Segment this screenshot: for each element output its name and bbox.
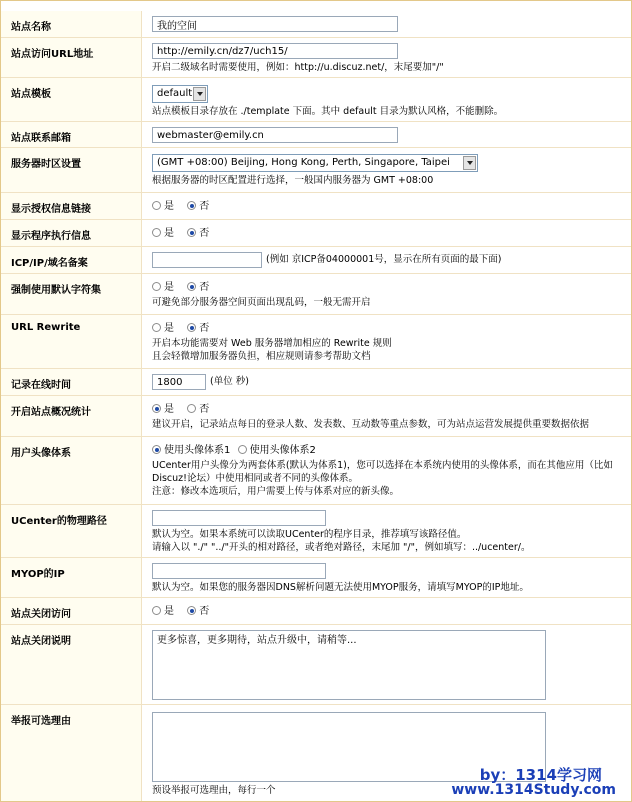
label-avatar: 用户头像体系	[11, 448, 71, 459]
row-site-url	[1, 38, 631, 78]
online-time-input[interactable]	[152, 374, 206, 390]
radio-license-yes[interactable]: 是	[152, 201, 174, 212]
watermark-line-1: by：1314学习网	[479, 766, 602, 784]
avatar-hint-3: 注意：修改本选项后，用户需要上传与体系对应的新头像。	[152, 486, 400, 497]
avatar-hint-1: UCenter用户头像分为两套体系(默认为体系1)，您可以选择在本系统内使用的头像体系，而在其他应用（比如	[152, 460, 613, 471]
icp-hint: (例如 京ICP备04000001号，显示在所有页面的最下面)	[266, 254, 502, 265]
report-reasons-hint: 预设举报可选理由，每行一个	[152, 785, 276, 796]
row-icp	[1, 247, 631, 274]
radio-charset-no[interactable]: 否	[187, 282, 209, 293]
template-select[interactable]: default	[152, 85, 208, 103]
radio-avatar-1[interactable]: 使用头像体系1	[152, 445, 230, 456]
label-timezone: 服务器时区设置	[11, 159, 81, 170]
radio-close-yes[interactable]: 是	[152, 606, 174, 617]
row-close-site	[1, 598, 631, 625]
radio-rewrite-yes[interactable]: 是	[152, 323, 174, 334]
row-close-reason	[1, 625, 631, 705]
row-online-time	[1, 369, 631, 396]
radio-charset-yes[interactable]: 是	[152, 282, 174, 293]
close-reason-textarea[interactable]: 更多惊喜，更多期待，站点升级中，请稍等...	[152, 630, 546, 700]
label-charset: 强制使用默认字符集	[11, 285, 101, 296]
row-email	[1, 122, 631, 148]
row-timezone	[1, 148, 631, 193]
timezone-select[interactable]: (GMT +08:00) Beijing, Hong Kong, Perth, Singapore, Taipei	[152, 154, 478, 172]
row-template	[1, 78, 631, 122]
chevron-down-icon	[193, 87, 206, 101]
radio-close-no[interactable]: 否	[187, 606, 209, 617]
row-myop-ip	[1, 558, 631, 598]
myop-ip-input[interactable]	[152, 563, 326, 579]
rewrite-hint-1: 开启本功能需要对 Web 服务器增加相应的 Rewrite 规则	[152, 338, 392, 349]
ucenter-path-hint-2: 请输入以 "./" "../"开头的相对路径，或者绝对路径，末尾加 "/"，例如填写：../ucenter/。	[152, 542, 531, 553]
site-url-hint: 开启二级域名时需要使用，例如：http://u.discuz.net/，末尾要加"/"	[152, 62, 444, 73]
radio-debug-yes[interactable]: 是	[152, 228, 174, 239]
icp-input[interactable]	[152, 252, 262, 268]
label-site-name: 站点名称	[11, 22, 51, 33]
site-name-input[interactable]	[152, 16, 398, 32]
template-hint: 站点模板目录存放在 ./template 下面。其中 default 目录为默认风格，不能删除。	[152, 106, 504, 117]
label-show-license: 显示授权信息链接	[11, 204, 91, 215]
radio-stats-no[interactable]: 否	[187, 404, 209, 415]
label-myop-ip: MYOP的IP	[11, 569, 65, 580]
row-rewrite	[1, 315, 631, 369]
online-time-unit: (单位 秒)	[210, 376, 249, 387]
ucenter-path-input[interactable]	[152, 510, 326, 526]
label-online-time: 记录在线时间	[11, 380, 71, 391]
label-rewrite: URL Rewrite	[11, 322, 81, 333]
chevron-down-icon	[463, 156, 476, 170]
label-close-reason: 站点关闭说明	[11, 636, 71, 647]
rewrite-hint-2: 且会轻微增加服务器负担，相应规则请参考帮助文档	[152, 351, 371, 362]
label-report-reasons: 举报可选理由	[11, 716, 71, 727]
label-stats: 开启站点概况统计	[11, 407, 91, 418]
row-ucenter-path	[1, 505, 631, 558]
label-site-url: 站点访问URL地址	[11, 49, 94, 60]
ucenter-path-hint-1: 默认为空。如果本系统可以读取UCenter的程序目录，推荐填写该路径值。	[152, 529, 467, 540]
row-stats	[1, 396, 631, 437]
radio-rewrite-no[interactable]: 否	[187, 323, 209, 334]
row-show-debug	[1, 220, 631, 247]
site-url-input[interactable]	[152, 43, 398, 59]
radio-stats-yes[interactable]: 是	[152, 404, 174, 415]
radio-avatar-2[interactable]: 使用头像体系2	[238, 445, 316, 456]
myop-ip-hint: 默认为空。如果您的服务器因DNS解析问题无法使用MYOP服务，请填写MYOP的IP地址。	[152, 582, 529, 593]
label-template: 站点模板	[11, 89, 51, 100]
label-show-debug: 显示程序执行信息	[11, 231, 91, 242]
row-show-license	[1, 193, 631, 220]
label-close-site: 站点关闭访问	[11, 609, 71, 620]
row-site-name	[1, 11, 631, 38]
charset-hint: 可避免部分服务器空间页面出现乱码，一般无需开启	[152, 297, 371, 308]
row-charset	[1, 274, 631, 315]
label-email: 站点联系邮箱	[11, 133, 71, 144]
email-input[interactable]	[152, 127, 398, 143]
radio-debug-no[interactable]: 否	[187, 228, 209, 239]
label-icp: ICP/IP/域名备案	[11, 258, 88, 269]
radio-license-no[interactable]: 否	[187, 201, 209, 212]
watermark-line-2: www.1314Study.com	[451, 782, 616, 798]
row-avatar	[1, 437, 631, 505]
timezone-hint: 根据服务器的时区配置进行选择，一般国内服务器为 GMT +08:00	[152, 175, 434, 186]
avatar-hint-2: Discuz!论坛）中使用相同或者不同的头像体系。	[152, 473, 358, 484]
label-ucenter-path: UCenter的物理路径	[11, 516, 107, 527]
stats-hint: 建议开启，记录站点每日的登录人数、发表数、互动数等重点参数，可为站点运营发展提供重要数据依据	[152, 419, 590, 430]
